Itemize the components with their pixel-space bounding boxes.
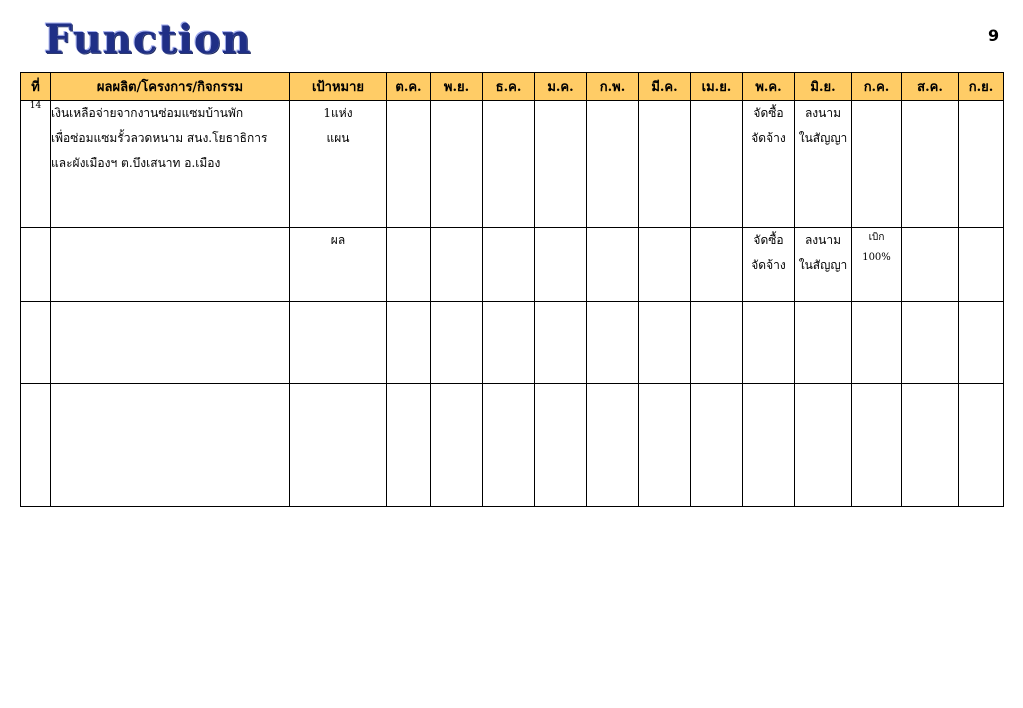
- cell-aug: [902, 101, 959, 228]
- cell-dec: [483, 302, 535, 384]
- table-header-row: [21, 73, 1004, 101]
- table-row: [21, 384, 1004, 507]
- cell-mar: [639, 228, 691, 302]
- cell-feb: [587, 101, 639, 228]
- cell-dec: [483, 384, 535, 507]
- cell-oct: [387, 302, 431, 384]
- cell-nov: [431, 228, 483, 302]
- header-jan: ม.ค.: [535, 73, 587, 101]
- cell-nov: [431, 384, 483, 507]
- cell-sep: [959, 101, 1004, 228]
- row-number: 14: [21, 101, 51, 228]
- header-may: พ.ค.: [743, 73, 795, 101]
- output-description: เงินเหลือจ่ายจากงานซ่อมแซมบ้านพัก เพื่อซ่อมแซมรั้วลวดหนาม สนง.โยธาธิการ และผังเมืองฯ ต.บึงเสนาท อ.เมือง: [51, 101, 290, 228]
- header-sep: ก.ย.: [959, 73, 1004, 101]
- cell-jul: เบิก 100%: [852, 228, 902, 302]
- cell-feb: [587, 228, 639, 302]
- header-target: เป้าหมาย: [290, 73, 387, 101]
- table-row: [21, 302, 1004, 384]
- header-no: ที่: [21, 73, 51, 101]
- table-row: [21, 101, 1004, 228]
- target-cell: [290, 302, 387, 384]
- target-cell: [290, 384, 387, 507]
- header-apr: เม.ย.: [691, 73, 743, 101]
- cell-dec: [483, 101, 535, 228]
- cell-aug: [902, 384, 959, 507]
- output-description: [51, 302, 290, 384]
- cell-oct: [387, 384, 431, 507]
- row-number: [21, 228, 51, 302]
- cell-aug: [902, 228, 959, 302]
- cell-jul: [852, 384, 902, 507]
- cell-mar: [639, 384, 691, 507]
- header-nov: พ.ย.: [431, 73, 483, 101]
- cell-jul: [852, 302, 902, 384]
- cell-may: จัดซื้อ จัดจ้าง: [743, 228, 795, 302]
- cell-sep: [959, 228, 1004, 302]
- cell-jan: [535, 302, 587, 384]
- cell-jan: [535, 101, 587, 228]
- target-cell: ผล: [290, 228, 387, 302]
- cell-apr: [691, 228, 743, 302]
- cell-jul: [852, 101, 902, 228]
- cell-jun: ลงนาม ในสัญญา: [795, 101, 852, 228]
- cell-may: [743, 302, 795, 384]
- header-feb: ก.พ.: [587, 73, 639, 101]
- cell-jun: [795, 302, 852, 384]
- header-mar: มี.ค.: [639, 73, 691, 101]
- page-title: Function: [44, 16, 252, 63]
- cell-may: จัดซื้อ จัดจ้าง: [743, 101, 795, 228]
- cell-sep: [959, 384, 1004, 507]
- cell-mar: [639, 101, 691, 228]
- cell-oct: [387, 228, 431, 302]
- cell-sep: [959, 302, 1004, 384]
- output-description: [51, 228, 290, 302]
- cell-apr: [691, 302, 743, 384]
- cell-feb: [587, 302, 639, 384]
- row-number: [21, 384, 51, 507]
- plan-table: [20, 72, 1004, 507]
- cell-jan: [535, 384, 587, 507]
- cell-apr: [691, 384, 743, 507]
- cell-mar: [639, 302, 691, 384]
- page-number: 9: [988, 26, 1000, 45]
- cell-dec: [483, 228, 535, 302]
- header-output: ผลผลิต/โครงการ/กิจกรรม: [51, 73, 290, 101]
- cell-jan: [535, 228, 587, 302]
- output-description: [51, 384, 290, 507]
- target-cell: 1แห่ง แผน: [290, 101, 387, 228]
- header-dec: ธ.ค.: [483, 73, 535, 101]
- header-jun: มิ.ย.: [795, 73, 852, 101]
- cell-jun: ลงนาม ในสัญญา: [795, 228, 852, 302]
- cell-nov: [431, 302, 483, 384]
- cell-feb: [587, 384, 639, 507]
- header-jul: ก.ค.: [852, 73, 902, 101]
- cell-aug: [902, 302, 959, 384]
- header-aug: ส.ค.: [902, 73, 959, 101]
- table-row: [21, 228, 1004, 302]
- cell-oct: [387, 101, 431, 228]
- cell-apr: [691, 101, 743, 228]
- cell-may: [743, 384, 795, 507]
- header-oct: ต.ค.: [387, 73, 431, 101]
- cell-nov: [431, 101, 483, 228]
- cell-jun: [795, 384, 852, 507]
- row-number: [21, 302, 51, 384]
